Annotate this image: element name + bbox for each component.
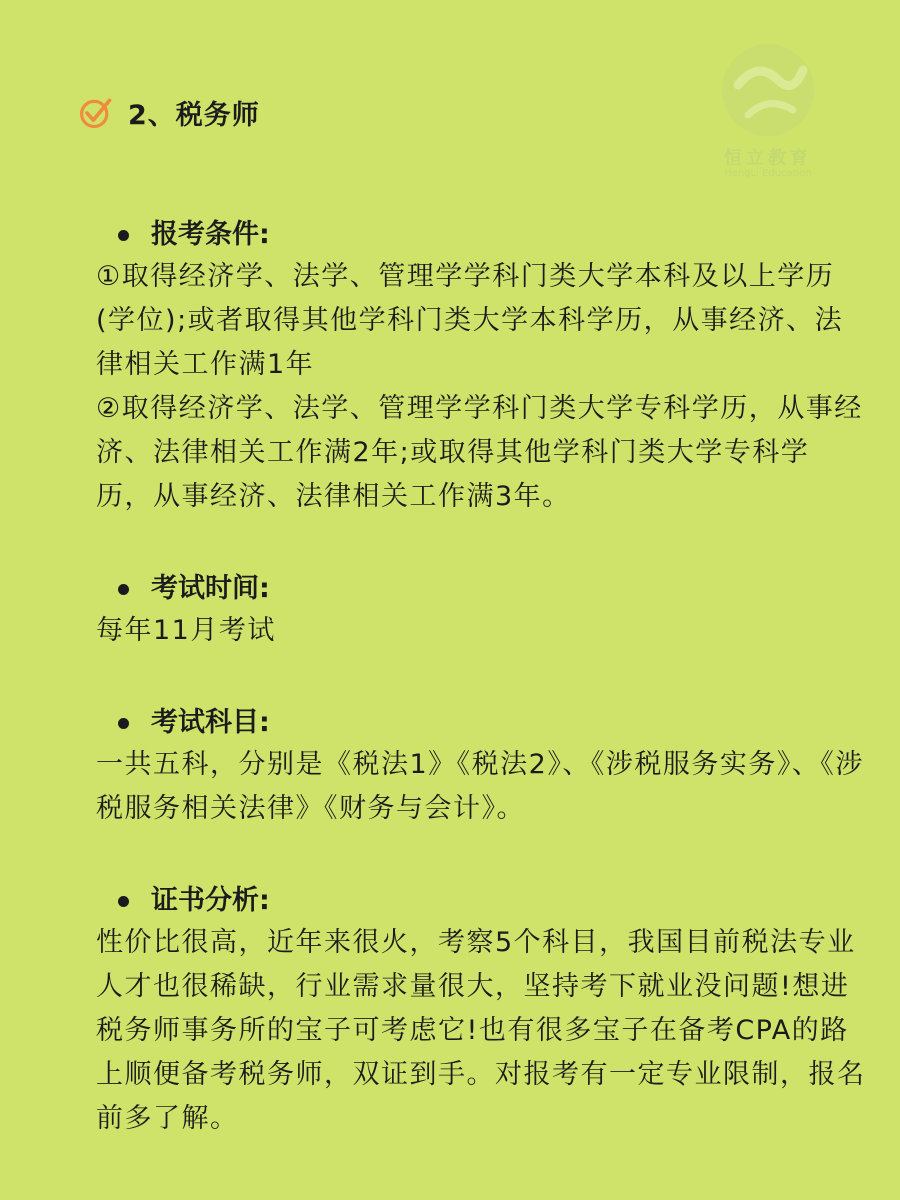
content (96, 215, 866, 1191)
section-title (118, 881, 866, 921)
bullet-icon (118, 230, 129, 241)
checkmark-circle-icon (78, 95, 114, 131)
bullet-icon (118, 718, 129, 729)
section-title (118, 215, 866, 255)
paragraph: ①取得经济学、法学、管理学学科门类大学本科及以上学历(学位);或者取得其他学科门类大学本科学历，从事经济、法律相关工作满1年 (96, 261, 844, 380)
section-certificate-analysis (96, 881, 866, 1141)
section-exam-time (96, 569, 866, 653)
bullet-icon (118, 584, 129, 595)
paragraph: 性价比很高，近年来很火，考察5个科目，我国目前税法专业人才也很稀缺，行业需求量很大，坚持考下就业没问题!想进税务师事务所的宝子可考虑它!也有很多宝子在备考CPA的路上顺便备考税务师，双证到手。对报考有一定专业限制，报名前多了解。 (96, 927, 866, 1134)
section-title-text: 报考条件: (151, 219, 270, 250)
watermark-logo (708, 40, 828, 190)
section-title (118, 703, 866, 743)
section-title-text: 证书分析: (151, 885, 270, 916)
section-title-text: 考试时间: (151, 573, 270, 604)
section-requirements (96, 215, 866, 519)
section-exam-subjects (96, 703, 866, 831)
paragraph: 一共五科，分别是《税法1》《税法2》、《涉税服务实务》、《涉税服务相关法律》《财务与会计》。 (96, 749, 864, 824)
bullet-icon (118, 896, 129, 907)
logo-name-en: HengLi Education (724, 168, 812, 179)
section-heading (78, 93, 260, 132)
hengli-logo-icon (708, 40, 828, 140)
paragraph: ②取得经济学、法学、管理学学科门类大学专科学历，从事经济、法律相关工作满2年;或取得其他学科门类大学专科学历，从事经济、法律相关工作满3年。 (96, 393, 863, 512)
logo-name-cn: 恒立教育 (724, 148, 812, 169)
paragraph: 每年11月考试 (96, 615, 276, 646)
section-title (118, 569, 866, 609)
section-title-text: 考试科目: (151, 707, 270, 738)
page-title: 2、税务师 (128, 100, 260, 131)
